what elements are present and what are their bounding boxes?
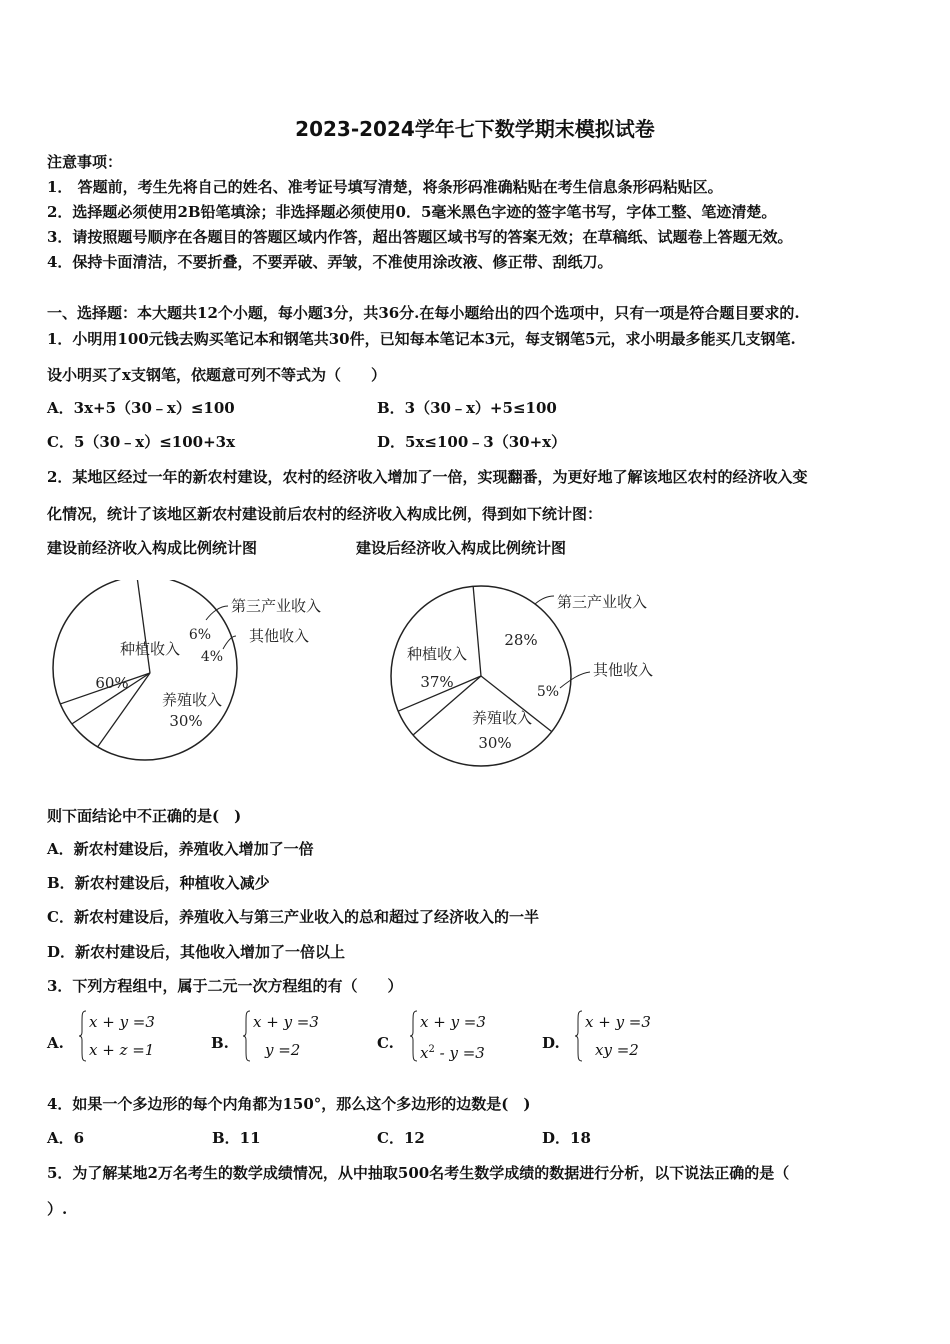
slice-boundary-planting (473, 586, 481, 676)
brace-icon (79, 1010, 87, 1062)
equation: x + y =3 (585, 1013, 651, 1031)
notice-item: 4．保持卡面清洁，不要折叠，不要弄破、弄皱，不准使用涂改液、修正带、刮纸刀。 (47, 253, 613, 271)
q1-option-b: B．3（30﹣x）+5≤100 (377, 399, 557, 417)
notice-item: 2．选择题必须使用2B铅笔填涂；非选择题必须使用0．5毫米黑色字迹的签字笔书写，字体工整、笔迹清楚。 (47, 203, 777, 221)
q2-option-d: D．新农村建设后，其他收入增加了一倍以上 (47, 943, 346, 961)
equation: x + y =3 (89, 1013, 155, 1031)
slice-value-tertiary: 28% (504, 631, 538, 649)
equation: y =2 (265, 1041, 301, 1059)
q2-stem-2: 化情况，统计了该地区新农村建设前后农村的经济收入构成比例，得到如下统计图： (47, 505, 603, 523)
q1-option-d: D．5x≤100﹣3（30+x） (377, 433, 567, 451)
leader-line (206, 606, 228, 620)
slice-label-planting: 种植收入 (406, 645, 468, 663)
slice-value-planting: 60% (95, 674, 129, 692)
pie-outline (53, 580, 237, 760)
q4-option-d: D．18 (542, 1129, 591, 1147)
q2-stem: 2．某地区经过一年的新农村建设，农村的经济收入增加了一倍，实现翻番，为更好地了解该地区农村的经济收入变 (47, 468, 808, 486)
slice-label-other: 其他收入 (249, 627, 310, 645)
q3-option-a-system (79, 1008, 189, 1064)
equation: xy =2 (595, 1041, 639, 1059)
equation: x + y =3 (420, 1013, 486, 1031)
q4-option-a: A．6 (47, 1129, 85, 1147)
equation: x + z =1 (89, 1041, 155, 1059)
slice-boundary-planting (137, 580, 150, 673)
q2-question: 则下面结论中不正确的是( ) (47, 807, 242, 825)
q1-stem: 1．小明用100元钱去购买笔记本和钢笔共30件，已知每本笔记本3元，每支钢笔5元，求小明最多能买几支钢笔. (47, 330, 796, 348)
pie-chart-after (380, 580, 700, 780)
notice-heading: 注意事项： (47, 153, 123, 171)
q2-option-b: B．新农村建设后，种植收入减少 (47, 874, 270, 892)
q4-option-b: B．11 (212, 1129, 261, 1147)
q1-option-a: A．3x+5（30﹣x）≤100 (47, 399, 235, 417)
q3-option-d-label: D. (542, 1034, 560, 1052)
q1-option-c: C．5（30﹣x）≤100+3x (47, 433, 236, 451)
q3-option-b-label: B. (211, 1034, 229, 1052)
q4-option-c: C．12 (377, 1129, 425, 1147)
q3-option-b-system (243, 1008, 353, 1064)
slice-value-other: 5% (536, 684, 560, 700)
chart-title-after: 建设后经济收入构成比例统计图 (356, 539, 567, 557)
q1-stem-2: 设小明买了x支钢笔，依题意可列不等式为（ ） (47, 366, 386, 384)
slice-label-breeding: 养殖收入 (471, 709, 533, 727)
equation: $x^2 - y =3$ (420, 1044, 485, 1062)
chart-title-before: 建设前经济收入构成比例统计图 (47, 539, 258, 557)
q3-option-c-label: C. (377, 1034, 394, 1052)
slice-value-breeding: 30% (478, 734, 512, 752)
q2-option-c: C．新农村建设后，养殖收入与第三产业收入的总和超过了经济收入的一半 (47, 908, 539, 926)
slice-value-other: 4% (200, 649, 224, 665)
slice-label-planting: 种植收入 (119, 640, 181, 658)
brace-icon (243, 1010, 251, 1062)
q4-stem: 4．如果一个多边形的每个内角都为150°，那么这个多边形的边数是( ) (47, 1095, 531, 1113)
slice-value-breeding: 30% (169, 712, 203, 730)
leader-line (560, 672, 590, 688)
slice-label-tertiary: 第三产业收入 (231, 597, 322, 615)
q5-stem-2: ）. (47, 1200, 68, 1218)
q3-option-a-label: A. (47, 1034, 64, 1052)
slice-label-other: 其他收入 (593, 661, 654, 679)
brace-icon (410, 1010, 418, 1062)
notice-item: 3．请按照题号顺序在各题目的答题区域内作答，超出答题区域书写的答案无效；在草稿纸、试题卷上答题无效。 (47, 228, 793, 246)
slice-value-tertiary: 6% (188, 627, 212, 643)
brace-icon (575, 1010, 583, 1062)
q3-option-d-system (575, 1008, 685, 1064)
q5-stem: 5．为了解某地2万名考生的数学成绩情况，从中抽取500名考生数学成绩的数据进行分析，以下说法正确的是（ (47, 1164, 790, 1182)
leader-line (535, 596, 554, 604)
q3-stem: 3．下列方程组中，属于二元一次方程组的有（ ） (47, 977, 403, 995)
page-title: 2023-2024学年七下数学期末模拟试卷 (295, 117, 655, 141)
equation: x + y =3 (253, 1013, 319, 1031)
slice-label-breeding: 养殖收入 (161, 691, 223, 709)
slice-label-tertiary: 第三产业收入 (557, 593, 648, 611)
notice-item: 1． 答题前，考生先将自己的姓名、准考证号填写清楚，将条形码准确粘贴在考生信息条形码粘贴区。 (47, 178, 723, 196)
slice-value-planting: 37% (420, 673, 454, 691)
section-heading: 一、选择题：本大题共12个小题，每小题3分，共36分.在每小题给出的四个选项中，只有一项是符合题目要求的. (47, 304, 800, 322)
pie-chart-before (40, 580, 360, 780)
q2-option-a: A．新农村建设后，养殖收入增加了一倍 (47, 840, 314, 858)
q3-option-c-system (410, 1008, 520, 1064)
